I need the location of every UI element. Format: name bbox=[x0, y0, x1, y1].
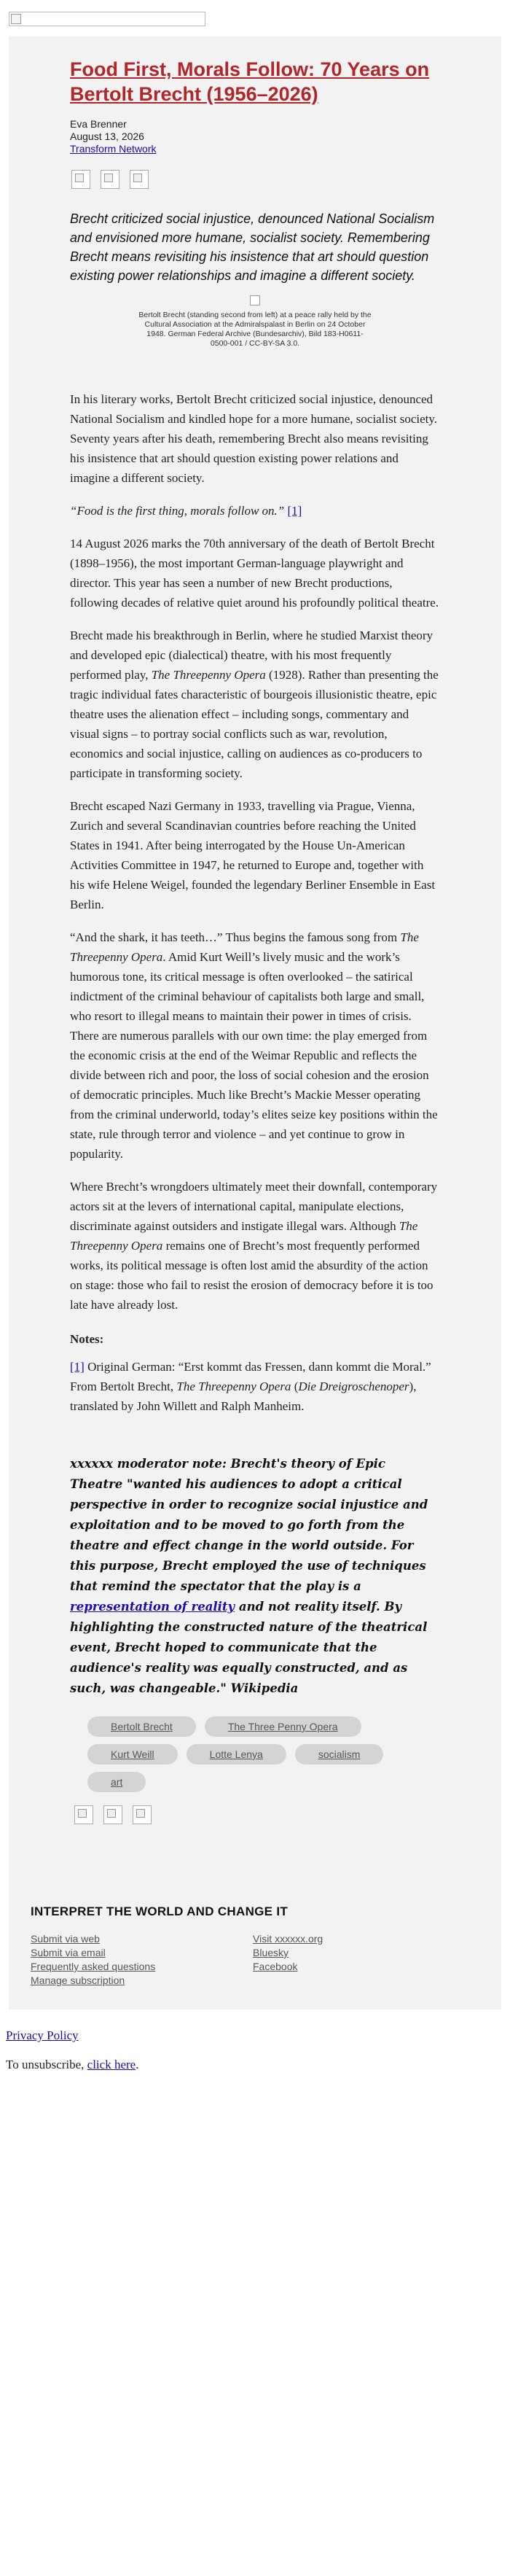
paragraph bbox=[70, 626, 440, 783]
tag-bertolt-brecht[interactable]: Bertolt Brecht bbox=[87, 1716, 196, 1737]
notes-heading: Notes: bbox=[70, 1332, 104, 1346]
text: Original German: “Erst kommt das Fressen, dann kommt die Moral.” From Bertolt Brecht, bbox=[70, 1360, 431, 1393]
text: Brecht made his breakthrough in Berlin, where he studied Marxist theory and developed epic (dialectical) theatre, with his most frequently performed play, bbox=[70, 629, 434, 682]
tag-lotte-lenya[interactable]: Lotte Lenya bbox=[187, 1744, 286, 1764]
photo-caption: Bertolt Brecht (standing second from left) at a peace rally held by the Cultural Association at the Admiralspalast in Berlin on 24 October 1948. German Federal Archive (Bundesarchiv), Bild 183-H0611-0500-001 / CC-BY-SA 3.0. bbox=[138, 311, 372, 348]
text: Where Brecht’s wrongdoers ultimately meet their downfall, contemporary actors sit at the levers of international capital, manipulate elections, discriminate against outsiders and instigate illegal wars. Although bbox=[70, 1180, 438, 1233]
footer-column-left bbox=[31, 1932, 253, 1988]
text: remains one of Brecht’s most frequently performed works, its political message is often lost amid the absurdity of the action on stage: those who fail to resist the erosion of democracy before it is too late have already lost. bbox=[70, 1239, 434, 1312]
article-body bbox=[70, 389, 440, 1416]
text: ), translated by John Willett and Ralph Manheim. bbox=[70, 1380, 417, 1413]
paragraph: 14 August 2026 marks the 70th anniversary of the death of Bertolt Brecht (1898–1956), the most important German-language playwright and director. This year has seen a number of new Brecht productions, following decades of relative quiet around his profoundly political theatre. bbox=[70, 537, 439, 610]
paragraph bbox=[70, 1177, 440, 1315]
article-card bbox=[9, 36, 501, 1853]
unsubscribe-row bbox=[6, 2058, 510, 2072]
text: xxxxxx moderator note: Brecht's theory of Epic Theatre "wanted his audiences to adopt a critical perspective in order to recognize social injustice and exploitation and to be moved to go forth from the theatre and effect change in the world outside. For this purpose, Brecht employed the use of techniques that remind the spectator that the play is a bbox=[70, 1457, 428, 1593]
article-meta bbox=[70, 118, 440, 155]
submit-email-link[interactable]: Submit via email bbox=[31, 1947, 106, 1958]
paragraph: Brecht escaped Nazi Germany in 1933, travelling via Prague, Vienna, Zurich and several Scandinavian countries before reaching the United States in 1941. After being interrogated by the House Un-American Activities Committee in 1947, he returned to Europe and, together with his wife Helene Weigel, founded the legendary Berliner Ensemble in East Berlin. bbox=[70, 799, 436, 911]
manage-subscription-link[interactable]: Manage subscription bbox=[31, 1974, 125, 1986]
footer-links bbox=[31, 1932, 479, 1988]
visit-site-link[interactable]: Visit xxxxxx.org bbox=[253, 1933, 323, 1945]
paragraph: In his literary works, Bertolt Brecht criticized social injustice, denounced National Socialism and kindled hope for a more humane, socialist society. Seventy years after his death, remembering Brecht also means revisiting his insistence that art should question existing power relations and imagine a different society. bbox=[70, 392, 438, 485]
text: (1928). Rather than presenting the tragic individual fates characteristic of bourgeois illusionistic theatre, epic theatre uses the alienation effect – including songs, commentary and visual signs – to portray social conflicts such as war, revolution, economics and social injustice, calling on audiences as co-producers to participate in transforming society. bbox=[70, 668, 439, 780]
header-logo-image bbox=[9, 12, 205, 26]
share-icon[interactable] bbox=[130, 170, 149, 189]
tag-three-penny-opera[interactable]: The Three Penny Opera bbox=[205, 1716, 361, 1737]
article-photo bbox=[250, 295, 260, 306]
play-title: The Threepenny Opera bbox=[151, 668, 266, 682]
bottom-links bbox=[6, 2028, 510, 2072]
source-link[interactable]: Transform Network bbox=[70, 143, 157, 155]
text: To unsubscribe, bbox=[6, 2058, 85, 2071]
share-icon[interactable] bbox=[71, 170, 90, 189]
text: and not reality itself. By highlighting the constructed nature of the theatrical event, Brecht hoped to communicate that the audience's reality was equally constructed, and as such, was changeable." Wikipedia bbox=[70, 1600, 428, 1695]
submit-web-link[interactable]: Submit via web bbox=[31, 1933, 100, 1945]
footnote-link[interactable]: [1] bbox=[287, 504, 302, 518]
footnote-backlink[interactable]: [1] bbox=[70, 1360, 85, 1374]
faq-link[interactable]: Frequently asked questions bbox=[31, 1961, 156, 1972]
footer bbox=[9, 1853, 501, 2009]
bluesky-link[interactable]: Bluesky bbox=[253, 1947, 289, 1958]
tag-list bbox=[87, 1716, 425, 1792]
text: . Amid Kurt Weill’s lively music and the work’s humorous tone, its critical message is often overlooked – the satirical indictment of the criminal behaviour of capitalists both large and small, who resort to illegal means to maintain their power in times of crisis. There are numerous parallels with our own time: the play emerged from the economic crisis at the end of the Weimar Republic and reflects the divide between rich and poor, the loss of social cohesion and the erosion of democratic principles. Much like Brecht’s Mackie Messer operating from the criminal underworld, today’s elites seize key positions within the state, rule through terror and violence – and yet continue to grow in popularity. bbox=[70, 950, 438, 1161]
privacy-policy-link[interactable]: Privacy Policy bbox=[6, 2028, 79, 2042]
facebook-link[interactable]: Facebook bbox=[253, 1961, 298, 1972]
share-row bbox=[74, 1805, 440, 1824]
article-figure bbox=[70, 295, 440, 349]
share-row bbox=[71, 170, 440, 189]
reality-link[interactable]: representation of reality bbox=[70, 1600, 235, 1614]
unsubscribe-link[interactable]: click here bbox=[87, 2058, 136, 2071]
play-title: The Threepenny Opera bbox=[70, 930, 419, 964]
footer-column-right bbox=[253, 1932, 475, 1988]
footer-title: INTERPRET THE WORLD AND CHANGE IT bbox=[31, 1904, 289, 1918]
text: “And the shark, it has teeth…” Thus begins the famous song from bbox=[70, 930, 398, 944]
privacy-row bbox=[6, 2028, 510, 2043]
article-title[interactable]: Food First, Morals Follow: 70 Years on Bertolt Brecht (1956–2026) bbox=[70, 58, 430, 105]
text: . bbox=[136, 2058, 139, 2071]
paragraph bbox=[70, 927, 440, 1164]
text: ( bbox=[294, 1380, 299, 1393]
tag-socialism[interactable]: socialism bbox=[295, 1744, 384, 1764]
epigraph bbox=[70, 501, 440, 521]
play-title: The Threepenny Opera bbox=[176, 1380, 291, 1393]
share-icon[interactable] bbox=[133, 1805, 152, 1824]
share-icon[interactable] bbox=[101, 170, 119, 189]
tag-art[interactable]: art bbox=[87, 1772, 146, 1792]
quote-text: “Food is the first thing, morals follow on.” bbox=[70, 504, 285, 518]
play-title: The Threepenny Opera bbox=[70, 1219, 418, 1253]
share-icon[interactable] bbox=[103, 1805, 122, 1824]
share-icon[interactable] bbox=[74, 1805, 93, 1824]
publish-date: August 13, 2026 bbox=[70, 131, 144, 142]
article-lede: Brecht criticized social injustice, denounced National Socialism and envisioned more humane, socialist society. Remembering Brecht means revisiting his insistence that art should question existing power relationships and imagine a different society. bbox=[70, 211, 435, 283]
moderator-note bbox=[70, 1454, 440, 1699]
tag-kurt-weill[interactable]: Kurt Weill bbox=[87, 1744, 178, 1764]
german-title: Die Dreigroschenoper bbox=[298, 1380, 409, 1393]
author: Eva Brenner bbox=[70, 118, 127, 130]
footnote bbox=[70, 1357, 440, 1416]
